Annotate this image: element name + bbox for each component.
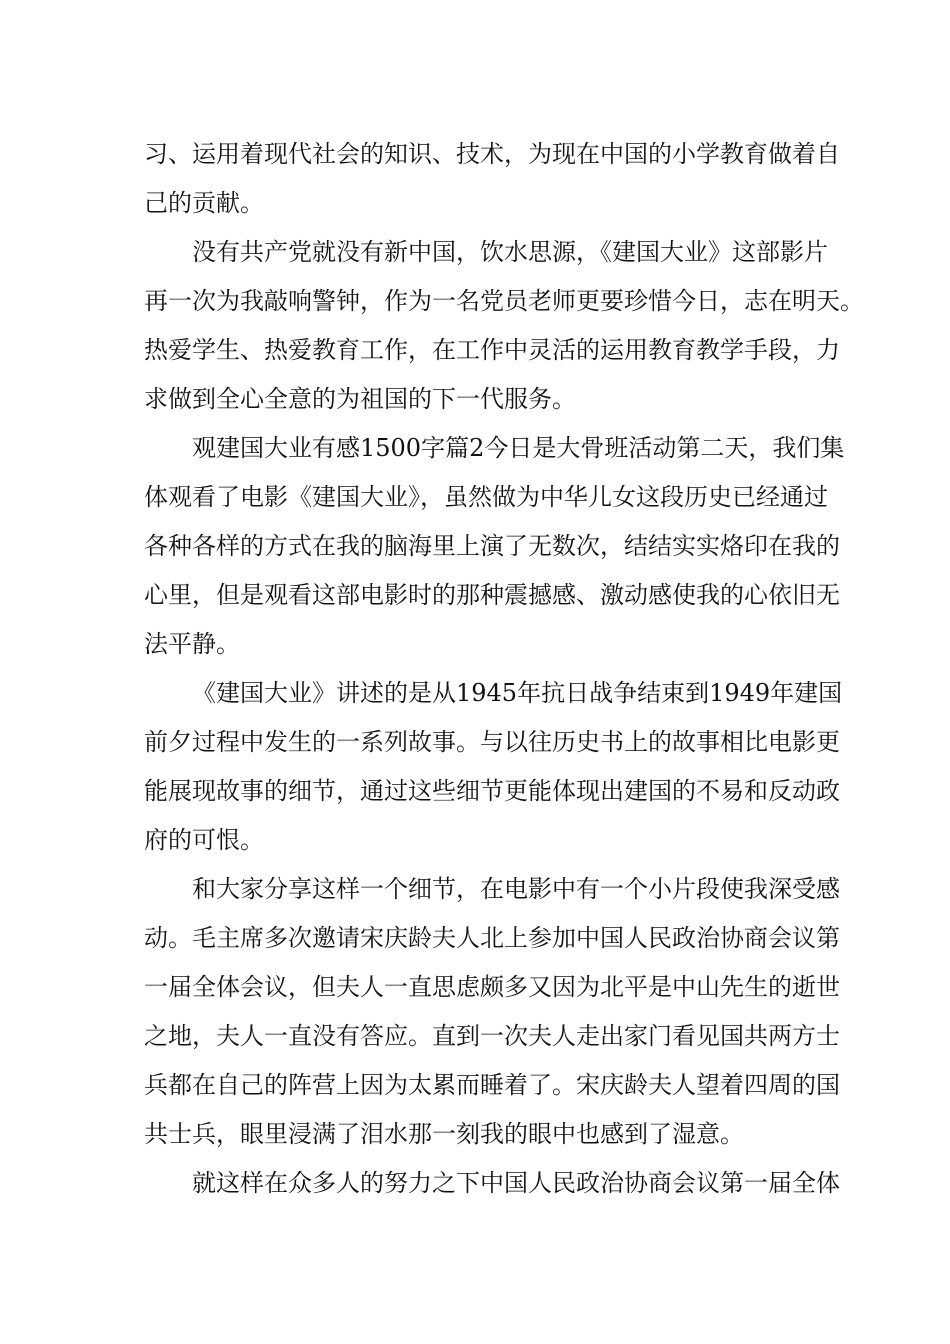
text-line: 和大家分享这样一个细节，在电影中有一个小片段使我深受感 [192,875,840,903]
text-line: 体观看了电影《建国大业》，虽然做为中华儿女这段历史已经通过 [144,483,828,511]
text-line: 兵都在自己的阵营上因为太累而睡着了。宋庆龄夫人望着四周的国 [144,1071,840,1099]
text-line: 各种各样的方式在我的脑海里上演了无数次，结结实实烙印在我的 [144,532,840,560]
text-line: 就这样在众多人的努力之下中国人民政治协商会议第一届全体 [192,1169,840,1197]
text-line: 没有共产党就没有新中国，饮水思源，《建国大业》这部影片 [192,238,828,266]
text-line: 前夕过程中发生的一系列故事。与以往历史书上的故事相比电影更 [144,728,840,756]
text-line: 《建国大业》讲述的是从1945年抗日战争结束到1949年建国 [192,679,843,707]
text-line: 己的贡献。 [144,189,264,217]
text-line: 共士兵，眼里浸满了泪水那一刻我的眼中也感到了湿意。 [144,1120,744,1148]
text-line: 再一次为我敲响警钟，作为一名党员老师更要珍惜今日，志在明天。 [144,287,864,315]
text-line: 动。毛主席多次邀请宋庆龄夫人北上参加中国人民政治协商会议第 [144,924,840,952]
text-line: 热爱学生、热爱教育工作，在工作中灵活的运用教育教学手段，力 [144,336,840,364]
text-line: 求做到全心全意的为祖国的下一代服务。 [144,385,576,413]
document-body [144,130,864,1208]
text-line: 能展现故事的细节，通过这些细节更能体现出建国的不易和反动政 [144,777,840,805]
text-line: 之地，夫人一直没有答应。直到一次夫人走出家门看见国共两方士 [144,1022,840,1050]
text-line: 心里，但是观看这部电影时的那种震撼感、激动感使我的心依旧无 [144,581,840,609]
text-line: 法平静。 [144,630,240,658]
text-line: 观建国大业有感1500字篇2今日是大骨班活动第二天，我们集 [192,434,845,462]
text-line: 府的可恨。 [144,826,264,854]
text-line: 习、运用着现代社会的知识、技术，为现在中国的小学教育做着自 [144,140,840,168]
text-line: 一届全体会议，但夫人一直思虑颇多又因为北平是中山先生的逝世 [144,973,840,1001]
